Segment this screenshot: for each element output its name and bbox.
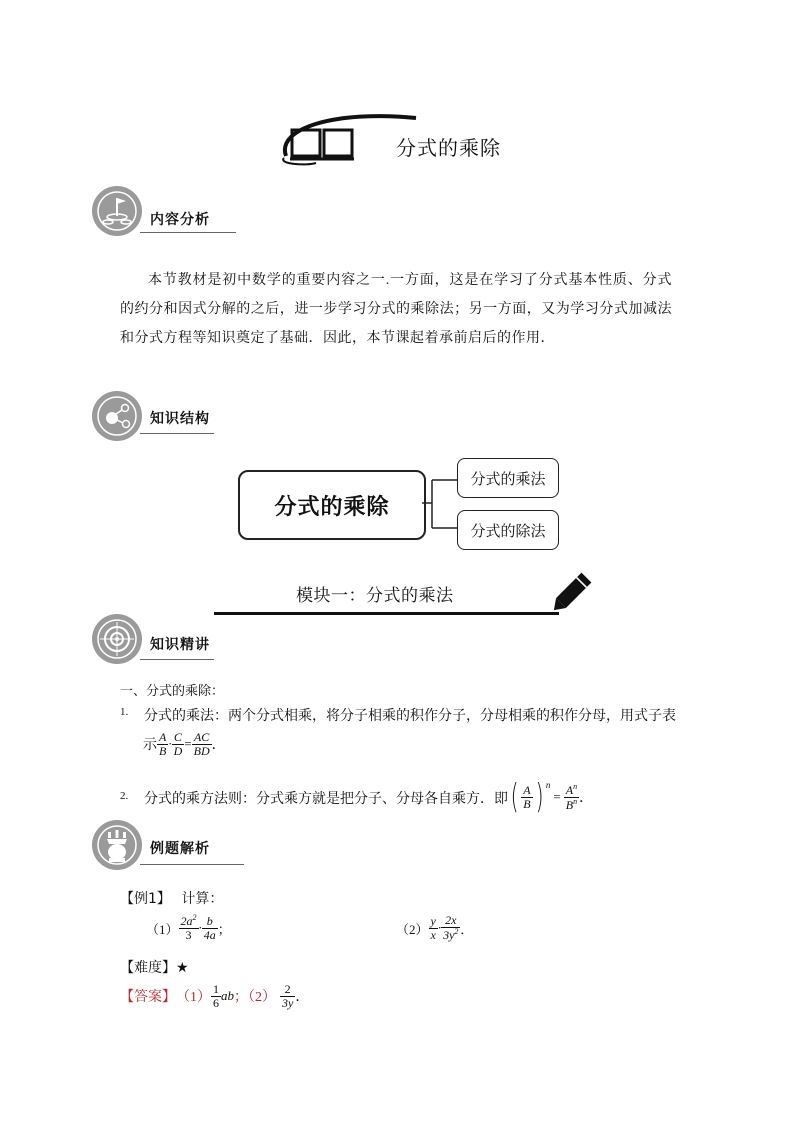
- fraction: $\frac{y}{x}$: [430, 913, 436, 942]
- fraction: $\frac{A}{B}$: [523, 782, 531, 811]
- semicolon: ；: [217, 922, 231, 938]
- target-icon: [92, 614, 142, 664]
- dot-operator: ·: [198, 920, 202, 935]
- intro-paragraph: 本节教材是初中数学的重要内容之一.一方面，这是在学习了分式基本性质、分式的约分和因式分解的之后，进一步学习分式的乘除法；另一方面，又为学习分式加减法和分式方程等知识奠定了基础．因此，本节课起着承前启后的作用．: [120, 273, 672, 346]
- period: ．: [295, 989, 310, 1005]
- exponent: n: [545, 780, 551, 790]
- power-rule-formula: [508, 776, 593, 818]
- left-paren: (: [510, 777, 519, 817]
- answer-term: ab: [221, 988, 234, 1003]
- fraction: $\frac{AC}{BD}$: [193, 729, 210, 758]
- item-number: 1.: [120, 706, 129, 718]
- fraction: $\frac{2x}{3y^2}$: [443, 913, 459, 942]
- item-number: 2.: [120, 790, 129, 802]
- structure-main-box: [238, 470, 426, 540]
- item-text: 分式的乘方法则：分式乘方就是把分子、分母各自乘方．即: [144, 791, 508, 807]
- section-label: 知识结构: [150, 411, 210, 427]
- answer-row: [120, 976, 309, 1016]
- period: ．: [460, 922, 474, 938]
- difficulty-row: [120, 957, 189, 977]
- fraction: $\frac{A}{B}$: [159, 729, 167, 758]
- difficulty-stars: ★: [176, 960, 189, 976]
- module-title: 模块一：分式的乘法: [296, 586, 454, 606]
- fraction: $\frac{2a^2}{3}$: [180, 913, 197, 942]
- knowledge-item-2: [120, 782, 700, 816]
- section-label: 知识精讲: [150, 637, 210, 653]
- section-underline: [140, 659, 214, 660]
- pencil-icon: [548, 566, 598, 616]
- fraction: $\frac{2}{3y}$: [282, 981, 294, 1010]
- section-underline: [140, 232, 236, 233]
- section-example-analysis: [92, 820, 252, 870]
- title-banner: [276, 108, 536, 168]
- section-label: 例题解析: [150, 841, 210, 857]
- part-label: （1）: [146, 921, 179, 937]
- fraction: $\frac{b}{4a}$: [203, 913, 216, 942]
- flag-target-icon: [92, 186, 142, 236]
- module-underline: [214, 612, 559, 615]
- knowledge-heading: 一、分式的乘除：: [120, 684, 225, 699]
- formula-lead: 示: [143, 737, 157, 753]
- section-knowledge-structure: [92, 391, 222, 441]
- item-text: 分式的乘法：两个分式相乘，将分子相乘的积作分子，分母相乘的积作分母，用式子表: [144, 708, 676, 724]
- section-label: 内容分析: [150, 212, 210, 228]
- book-icon: [290, 126, 354, 162]
- section-underline: [140, 864, 244, 865]
- structure-branch-multiply: [457, 458, 559, 498]
- example-1-part-2: [396, 908, 473, 948]
- equals-sign: =: [553, 789, 561, 804]
- chess-king-icon: [92, 820, 142, 870]
- structure-main-label: 分式的乘除: [274, 494, 390, 520]
- difficulty-label: 【难度】: [120, 960, 176, 976]
- equals-sign: =: [184, 736, 192, 751]
- network-icon: [92, 391, 142, 441]
- fraction: $\frac{A^n}{B^n}$: [565, 781, 578, 812]
- knowledge-item-1-formula: [143, 724, 226, 764]
- answer-part-label: （1）: [176, 990, 211, 1005]
- structure-branch-divide: [457, 510, 559, 550]
- branch-label: 分式的乘法: [470, 469, 546, 488]
- page-title: 分式的乘除: [396, 136, 501, 160]
- period: ．: [211, 737, 226, 753]
- example-1-header: [120, 888, 223, 908]
- section-underline: [140, 433, 214, 434]
- fraction: $\frac{C}{D}$: [173, 729, 183, 758]
- answer-label: 【答案】: [120, 989, 176, 1005]
- example-label: 【例1】: [120, 891, 171, 907]
- dot-operator: ·: [168, 736, 172, 751]
- branch-label: 分式的除法: [470, 521, 546, 540]
- example-task: 计算：: [181, 891, 224, 907]
- period: ．: [579, 790, 594, 806]
- dot-operator: ·: [437, 920, 442, 935]
- section-knowledge-detail: [92, 614, 222, 664]
- structure-connector: [422, 476, 458, 532]
- example-1-part-1: [146, 908, 231, 948]
- section-content-analysis: [92, 186, 242, 236]
- part-label: （2）: [396, 921, 429, 937]
- right-paren: ): [535, 777, 544, 817]
- answer-separator: ；（2）: [234, 990, 276, 1005]
- fraction: $\frac{1}{6}$: [213, 981, 219, 1010]
